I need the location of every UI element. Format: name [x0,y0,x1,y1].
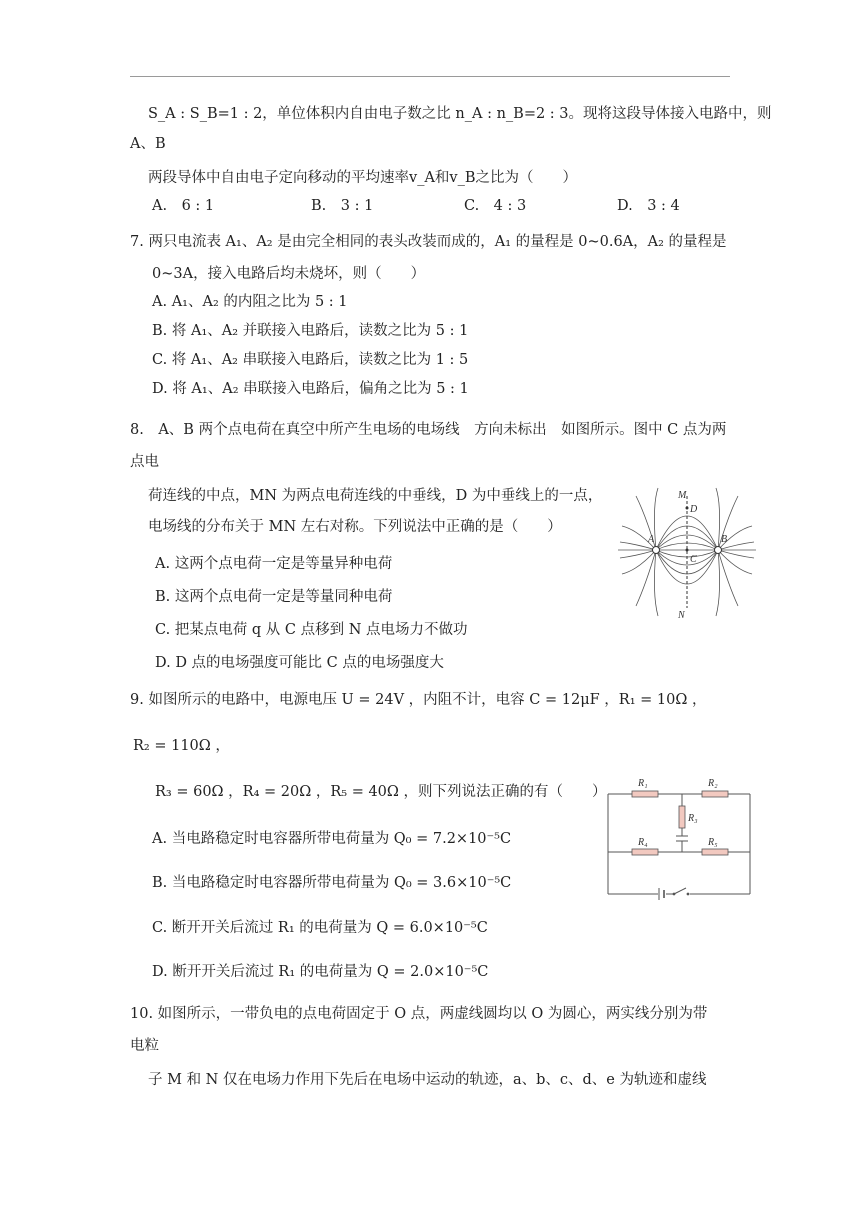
q10-stem1: 10. 如图所示，一带负电的点电荷固定于 O 点，两虚线圆均以 O 为圆心，两实线分别为带 [130,1006,708,1022]
q6-option-a: A. 6 : 1 [152,198,215,214]
q7-stem2: 0~3A，接入电路后均未烧坏，则（ ） [152,266,426,282]
q7-stem1: 7. 两只电流表 A₁、A₂ 是由完全相同的表头改装而成的，A₁ 的量程是 0~0.6A，A₂ 的量程是 [130,234,727,250]
label-R5: R₅ [708,837,718,848]
q7-option-d: D. 将 A₁、A₂ 串联接入电路后，偏角之比为 5 : 1 [152,381,469,397]
q9-option-b: B. 当电路稳定时电容器所带电荷量为 Q₀ = 3.6×10⁻⁵C [152,875,512,891]
q7-option-b: B. 将 A₁、A₂ 并联接入电路后，读数之比为 5 : 1 [152,323,469,339]
q7-option-a: A. A₁、A₂ 的内阻之比为 5 : 1 [152,294,348,310]
label-D: D [690,504,698,515]
q8-stem1b: 点电 [130,454,159,470]
circuit-figure [604,772,754,902]
label-A: A [648,534,655,545]
label-R3: R₃ [688,813,698,824]
label-N: N [678,610,685,621]
q8-option-d: D. D 点的电场强度可能比 C 点的电场强度大 [155,655,444,671]
q6-option-b: B. 3 : 1 [311,198,374,214]
q8-stem1: 8. A、B 两个点电荷在真空中所产生电场的电场线 方向未标出 如图所示。图中 C 点为两 [130,422,727,438]
q8-stem2: 荷连线的中点，MN 为两点电荷连线的中垂线，D 为中垂线上的一点， [148,488,603,504]
q9-stem2: R₃ = 60Ω ，R₄ = 20Ω ，R₅ = 40Ω ，则下列说法正确的有（ ） [155,784,607,800]
q9-stem1b: R₂ = 110Ω ， [133,738,230,754]
q6-line1: S_A : S_B=1 : 2，单位体积内自由电子数之比 n_A : n_B=2 : 3。现将这段导体接入电路中，则 [148,106,772,122]
q8-option-a: A. 这两个点电荷一定是等量异种电荷 [155,556,393,572]
q9-option-a: A. 当电路稳定时电容器所带电荷量为 Q₀ = 7.2×10⁻⁵C [152,831,512,847]
label-M: M [678,490,687,501]
label-C: C [690,554,697,565]
q6-line1b: A、B [130,136,166,152]
label-R1: R₁ [638,778,648,789]
q10-stem2: 子 M 和 N 仅在电场力作用下先后在电场中运动的轨迹，a、b、c、d、e 为轨迹和虚线 [148,1072,707,1088]
label-R4: R₄ [638,837,648,848]
q10-stem1b: 电粒 [130,1038,159,1054]
q9-stem1: 9. 如图所示的电路中，电源电压 U = 24V ，内阻不计，电容 C = 12μF ，R₁ = 10Ω ， [130,692,707,708]
q7-option-c: C. 将 A₁、A₂ 串联接入电路后，读数之比为 1 : 5 [152,352,469,368]
q6-line2: 两段导体中自由电子定向移动的平均速率v_A和v_B之比为（ ） [148,170,578,186]
q8-stem3: 电场线的分布关于 MN 左右对称。下列说法中正确的是（ ） [148,519,562,535]
q6-option-d: D. 3 : 4 [617,198,680,214]
label-B: B [721,534,728,545]
q6-option-c: C. 4 : 3 [464,198,527,214]
q9-option-c: C. 断开开关后流过 R₁ 的电荷量为 Q = 6.0×10⁻⁵C [152,920,488,936]
q8-option-b: B. 这两个点电荷一定是等量同种电荷 [155,589,393,605]
q8-option-c: C. 把某点电荷 q 从 C 点移到 N 点电场力不做功 [155,622,468,638]
q9-option-d: D. 断开开关后流过 R₁ 的电荷量为 Q = 2.0×10⁻⁵C [152,964,489,980]
electric-field-figure [618,486,756,622]
label-R2: R₂ [708,778,718,789]
header-rule [130,76,730,77]
